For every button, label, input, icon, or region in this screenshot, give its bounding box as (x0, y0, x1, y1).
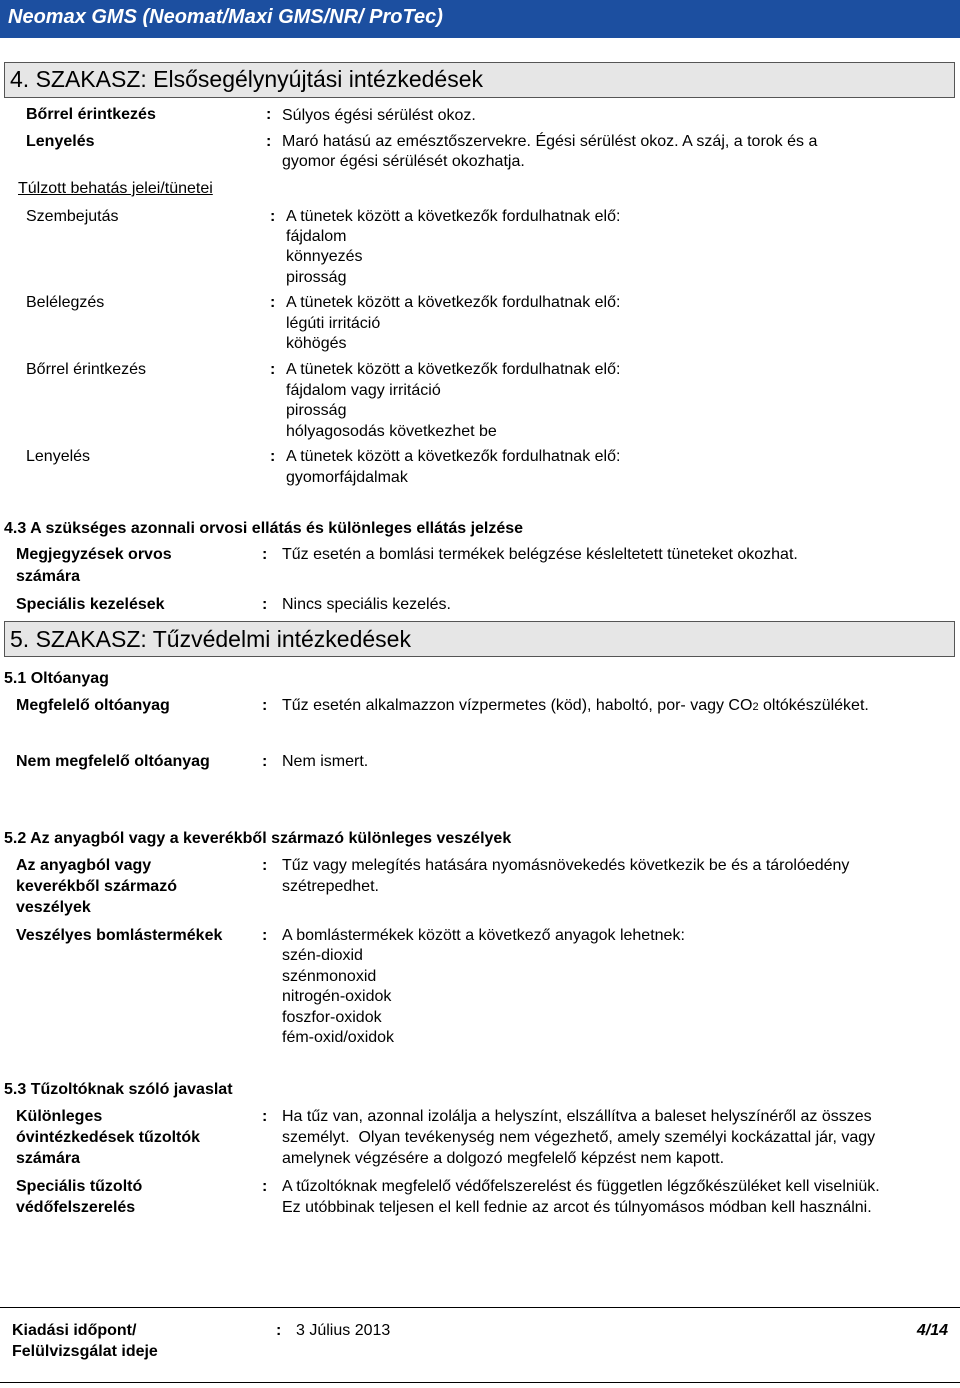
subsection-heading: 5.3 Tűzoltóknak szóló javaslat (4, 1081, 233, 1098)
symptom-intro: A tünetek között a következők fordulhatnak elő: (286, 208, 621, 225)
symptom-intro: A tünetek között a következők fordulhatnak elő: (286, 361, 621, 378)
row-value: Nincs speciális kezelés. (282, 596, 451, 613)
row-value-cont: gyomor égési sérülését okozhatja. (282, 153, 525, 170)
symptom-item: könnyezés (286, 248, 363, 265)
footer-date: 3 Július 2013 (296, 1322, 391, 1339)
symptom-label: Belélegzés (26, 294, 105, 311)
decomp-item: fém-oxid/oxidok (282, 1029, 395, 1046)
row-label-cont: védőfelszerelés (16, 1199, 136, 1216)
row-label: Speciális tűzoltó (16, 1178, 143, 1195)
page-number: 4/14 (916, 1322, 948, 1339)
footer-label-cont: Felülvizsgálat ideje (12, 1343, 158, 1360)
subsection-heading: 4.3 A szükséges azonnali orvosi ellátás és különleges ellátás jelzése (4, 520, 524, 537)
decomp-item: szén-dioxid (282, 947, 363, 964)
row-value: Tűz vagy melegítés hatására nyomásnövekedés következik be és a tárolóedény (282, 857, 850, 874)
row-value-cont: szétrepedhet. (282, 878, 379, 895)
decomp-item: nitrogén-oxidok (282, 988, 392, 1005)
row-label: Veszélyes bomlástermékek (16, 927, 223, 944)
row-label: Lenyelés (26, 133, 95, 150)
symptom-label: Szembejutás (26, 208, 119, 225)
symptom-label: Bőrrel érintkezés (26, 361, 147, 378)
symptom-item: hólyagosodás következhet be (286, 423, 497, 440)
symptoms-heading: Túlzott behatás jelei/tünetei (18, 180, 213, 197)
row-value: A bomlástermékek között a következő anyagok lehetnek: (282, 927, 685, 944)
row-value-cont: személyt. Olyan tevékenység nem végezhető, amely személyi kockázattal jár, vagy (282, 1129, 876, 1146)
row-value: Ha tűz van, azonnal izolálja a helyszínt, elszállítva a baleset helyszínéről az összes (282, 1108, 872, 1125)
row-value: Súlyos égési sérülést okoz. (282, 107, 476, 124)
subsection-heading: 5.1 Oltóanyag (4, 670, 109, 687)
row-label: Bőrrel érintkezés (26, 106, 156, 123)
symptom-item: légúti irritáció (286, 315, 381, 332)
decomp-item: szénmonoxid (282, 968, 377, 985)
symptom-label: Lenyelés (26, 448, 91, 465)
row-label-cont: veszélyek (16, 899, 91, 916)
row-value: Maró hatású az emésztőszervekre. Égési sérülést okoz. A száj, a torok és a (282, 133, 818, 150)
subsection-heading: 5.2 Az anyagból vagy a keverékből származó különleges veszélyek (4, 830, 512, 847)
footer-rule (0, 1307, 960, 1308)
symptom-item: gyomorfájdalmak (286, 469, 408, 486)
row-label: Megfelelő oltóanyag (16, 697, 170, 714)
row-value-cont: Ez utóbbinak teljesen el kell fednie az arcot és túlnyomásos módban kell használni. (282, 1199, 872, 1216)
row-value: Nem ismert. (282, 753, 369, 770)
row-value: A tűzoltóknak megfelelő védőfelszerelést és független légzőkészüléket kell viselniük. (282, 1178, 880, 1195)
row-label: Különleges (16, 1108, 103, 1125)
symptom-item: pirosság (286, 269, 347, 286)
row-label: Nem megfelelő oltóanyag (16, 753, 210, 770)
footer-label: Kiadási időpont/ (12, 1322, 137, 1339)
row-label: Megjegyzések orvos (16, 546, 172, 563)
section5-title: 5. SZAKASZ: Tűzvédelmi intézkedések (10, 626, 411, 652)
symptom-intro: A tünetek között a következők fordulhatnak elő: (286, 294, 621, 311)
row-label-cont: óvintézkedések tűzoltók (16, 1129, 201, 1146)
row-value-cont: amelynek végzésére a dolgozó megfelelő képzést nem kapott. (282, 1150, 725, 1167)
symptom-intro: A tünetek között a következők fordulhatnak elő: (286, 448, 621, 465)
row-value: Tűz esetén alkalmazzon vízpermetes (köd), haboltó, por- vagy CO2 oltókészüléket. (282, 697, 869, 714)
row-label-cont: keverékből származó (16, 878, 177, 895)
row-label: Speciális kezelések (16, 596, 165, 613)
footer-bottom-rule (0, 1382, 960, 1383)
symptom-item: köhögés (286, 335, 347, 352)
row-label-cont: számára (16, 568, 81, 585)
row-label-cont: számára (16, 1150, 81, 1167)
section4-title: 4. SZAKASZ: Elsősegélynyújtási intézkedések (10, 66, 484, 92)
document-title: Neomax GMS (Neomat/Maxi GMS/NR/ ProTec) (8, 6, 443, 28)
decomp-item: foszfor-oxidok (282, 1009, 382, 1026)
symptom-item: pirosság (286, 402, 347, 419)
row-label: Az anyagból vagy (16, 857, 152, 874)
symptom-item: fájdalom vagy irritáció (286, 382, 441, 399)
row-value: Tűz esetén a bomlási termékek belégzése késleltetett tüneteket okozhat. (282, 546, 798, 563)
symptom-item: fájdalom (286, 228, 347, 245)
